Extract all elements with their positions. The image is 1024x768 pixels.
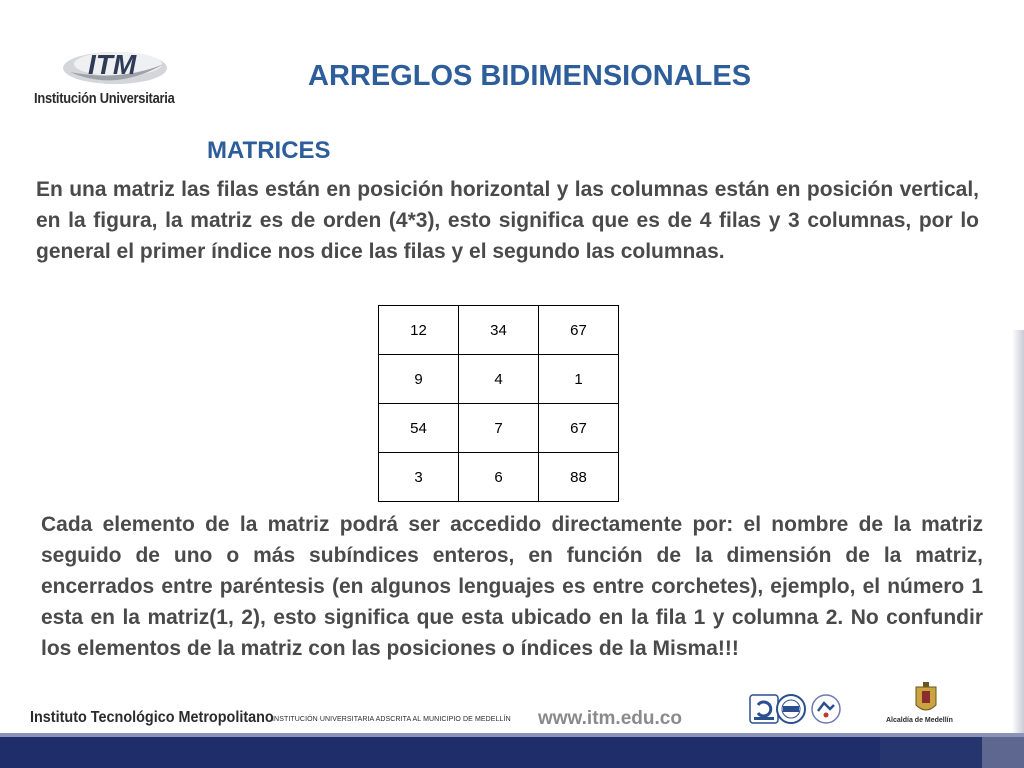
matrix-table	[378, 305, 619, 502]
footer-bar	[0, 737, 880, 768]
matrix-cell: 12	[379, 306, 459, 355]
matrix-cell: 3	[379, 453, 459, 502]
matrix-cell: 54	[379, 404, 459, 453]
matrix-cell: 88	[539, 453, 619, 502]
quality-certification-icon	[810, 693, 842, 725]
matrix-cell: 34	[459, 306, 539, 355]
matrix-cell: 7	[459, 404, 539, 453]
slide-title: ARREGLOS BIDIMENSIONALES	[308, 60, 752, 92]
matrix-row	[379, 306, 619, 355]
matrix-cell: 9	[379, 355, 459, 404]
matrix-row	[379, 355, 619, 404]
iqnet-certification-icon	[774, 693, 808, 725]
medellin-crest-icon	[913, 681, 939, 717]
access-paragraph: Cada elemento de la matriz podrá ser accedido directamente por: el nombre de la matriz seguido de uno o más subíndices enteros, en función de la dimensión de la matriz, encerrados entre paréntesis (en algunos lenguajes es entre corchetes), ejemplo, el número 1 esta en la matriz(1, 2), esto significa que esta ubicado en la fila 1 y columna 2. No confundir los elementos de la matriz con las posiciones o índices de la Misma!!!	[41, 513, 983, 660]
itm-logo	[30, 38, 190, 113]
matrix-cell: 67	[539, 404, 619, 453]
side-accent	[1012, 330, 1024, 733]
logo-text: Institución Universitaria	[34, 90, 175, 107]
footer-institution: Instituto Tecnológico Metropolitano	[30, 709, 274, 726]
footer-url[interactable]: www.itm.edu.co	[538, 708, 682, 729]
matrix-cell: 6	[459, 453, 539, 502]
slide-subtitle: MATRICES	[207, 137, 331, 164]
itm-logo-icon	[60, 42, 170, 88]
footer-bar-end	[982, 737, 1024, 768]
alcaldia-label: Alcaldía de Medellín	[886, 717, 953, 724]
matrix-cell: 4	[459, 355, 539, 404]
matrix-row	[379, 404, 619, 453]
matrix-row	[379, 453, 619, 502]
footer-bar-segment	[880, 737, 982, 768]
matrix-cell: 1	[539, 355, 619, 404]
intro-paragraph: En una matriz las filas están en posición horizontal y las columnas están en posición vertical, en la figura, la matriz es de orden (4*3), esto significa que es de 4 filas y 3 columnas, por lo general el primer índice nos dice las filas y el segundo las columnas.	[36, 178, 979, 263]
matrix-cell: 67	[539, 306, 619, 355]
footer-adscrita: INSTITUCIÓN UNIVERSITARIA ADSCRITA AL MUNICIPIO DE MEDELLÍN	[272, 716, 511, 723]
logo-wordmark: ITM	[88, 49, 137, 80]
